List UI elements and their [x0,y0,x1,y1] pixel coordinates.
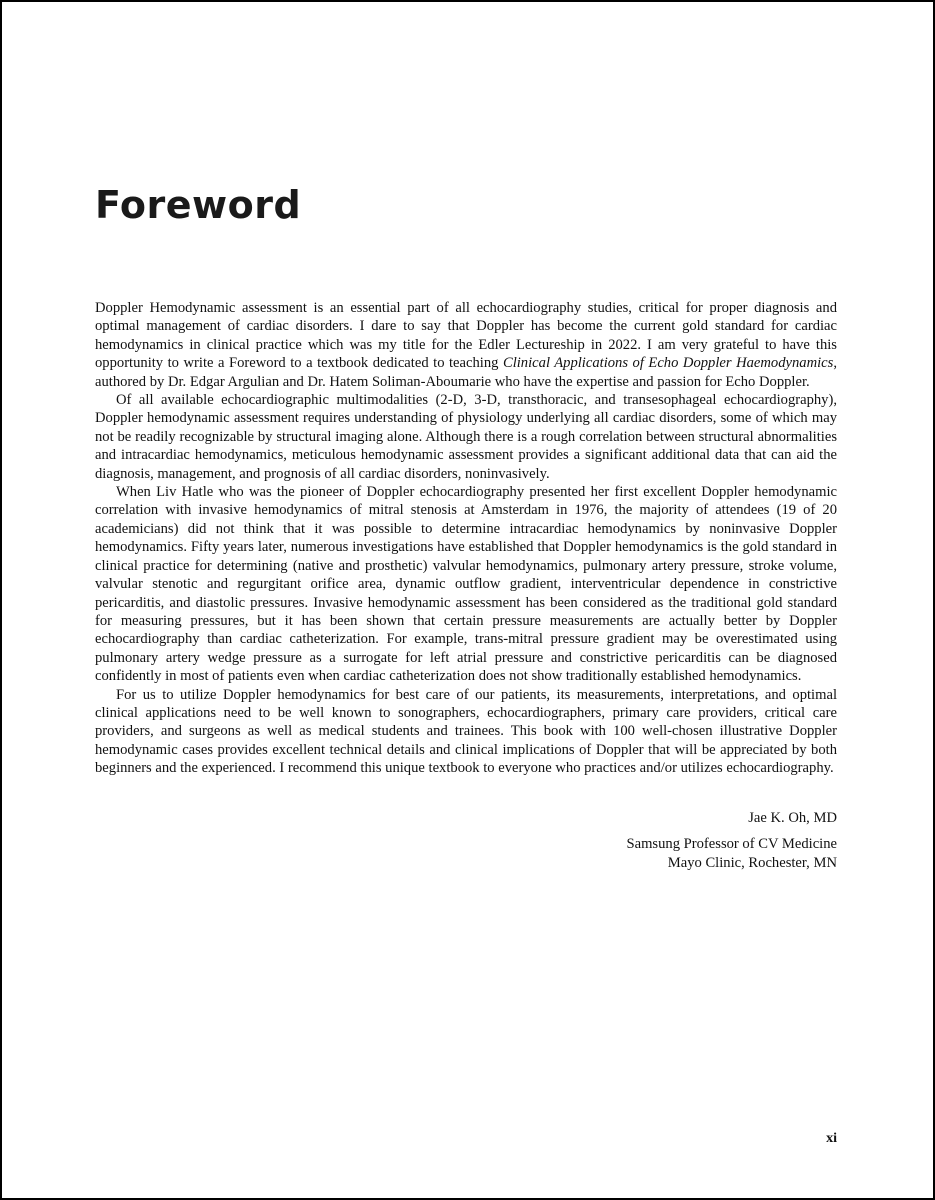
book-title-reference: Clinical Applications of Echo Doppler Haemodynamics [502,355,834,372]
page-number: xi [826,1131,837,1146]
paragraph-2: Of all available echocardiographic multimodalities (2-D, 3-D, transthoracic, and transesophageal echocardiography), Doppler hemodynamic assessment requires understanding of physiology underlying all cardiac disorders, some of which may not be readily recognizable by structural imaging alone. Although there is a rough correlation between structural abnormalities and intracardiac hemodynamics, meticulous hemodynamic assessment provides a significant additional data that can aid the diagnosis, management, and prognosis of all cardiac disorders, noninvasively. [95,392,837,482]
paragraph-1 [95,299,837,391]
page-title: Foreword [95,183,302,227]
paragraph-1-ending: , authored by Dr. Edgar Argulian and Dr. Hatem Soliman-Aboumarie who have the expertise and passion for Echo Doppler. [95,355,837,390]
author-name: Jae K. Oh, MD [748,810,837,826]
author-position: Samsung Professor of CV Medicine [626,836,837,853]
author-institution: Mayo Clinic, Rochester, MN [667,854,837,871]
paragraph-4: For us to utilize Doppler hemodynamics for best care of our patients, its measurements, interpretations, and optimal clinical applications need to be well known to sonographers, echocardiographers, primary care providers, critical care providers, and surgeons as well as medical students and trainees. This book with 100 well-chosen illustrative Doppler hemodynamic cases provides excellent technical details and clinical implications of Doppler that will be appreciated by both beginners and the experienced. I recommend this unique textbook to everyone who practices and/or utilizes echocardiography. [95,686,837,777]
paragraph-1-intro: Doppler Hemodynamic assessment is an essential part of all echocardiography studies, critical for proper diagnosis and optimal management of cardiac disorders. I dare to say that Doppler has become the current gold standard for cardiac hemodynamics in clinical practice which was my title for the Edler Lectureship in 2022. I am very grateful to have this opportunity to write a Foreword to a textbook dedicated to teaching [95,300,837,372]
signature-block [626,809,837,872]
foreword-body [95,299,837,778]
paragraph-3: When Liv Hatle who was the pioneer of Doppler echocardiography presented her first excellent Doppler hemodynamic correlation with invasive hemodynamics of mitral stenosis at Amsterdam in 1976, the majority of attendees (19 of 20 academicians) did not think that it was possible to determine intracardiac hemodynamics by noninvasive Doppler hemodynamics. Fifty years later, numerous investigations have established that Doppler hemodynamics is the gold standard in clinical practice for determining (native and prosthetic) valvular hemodynamics, pulmonary artery pressure, stroke volume, valvular stenotic and regurgitant orifice area, dynamic outflow gradient, interventricular dependence in constrictive pericarditis, and diastolic pressures. Invasive hemodynamic assessment has been considered as the traditional gold standard for measuring pressures, but it has been shown that certain pressure measurements are actually better by Doppler echocardiography than cardiac catheterization. For example, trans-mitral pressure gradient may be overestimated using pulmonary artery wedge pressure as a surrogate for left atrial pressure and constrictive pericarditis can be diagnosed confidently in most of patients even when cardiac catheterization does not show traditionally established hemodynamics. [95,484,837,685]
